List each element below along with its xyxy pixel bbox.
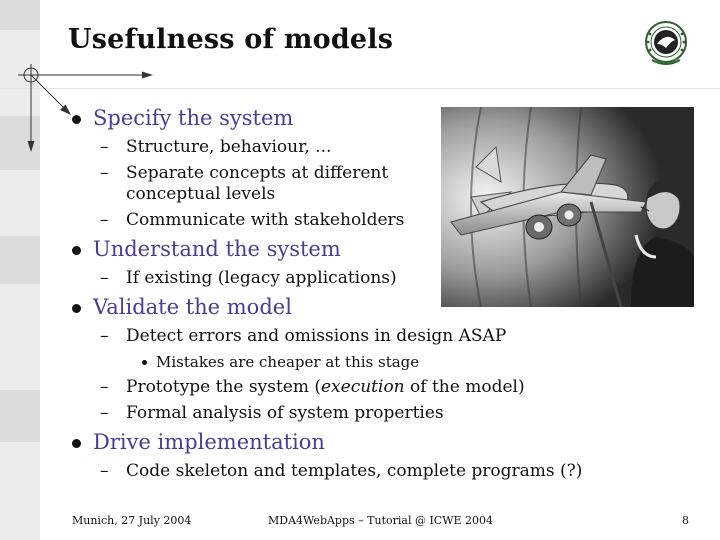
bullet-dot xyxy=(72,246,81,255)
footer-date-location: Munich, 27 July 2004 xyxy=(72,514,192,527)
bullet-dot xyxy=(72,304,81,313)
footer-event: MDA4WebApps – Tutorial @ ICWE 2004 xyxy=(268,514,494,527)
sidebar-band xyxy=(0,236,40,284)
slide-title: Usefulness of models xyxy=(68,24,394,55)
bullet-dot xyxy=(72,115,81,124)
sidebar-band xyxy=(0,390,40,442)
university-seal-logo xyxy=(644,20,688,68)
bullet-dot xyxy=(142,360,147,365)
wind-tunnel-photo xyxy=(441,107,694,307)
bullet-dot xyxy=(72,439,81,448)
page-number: 8 xyxy=(682,514,689,527)
